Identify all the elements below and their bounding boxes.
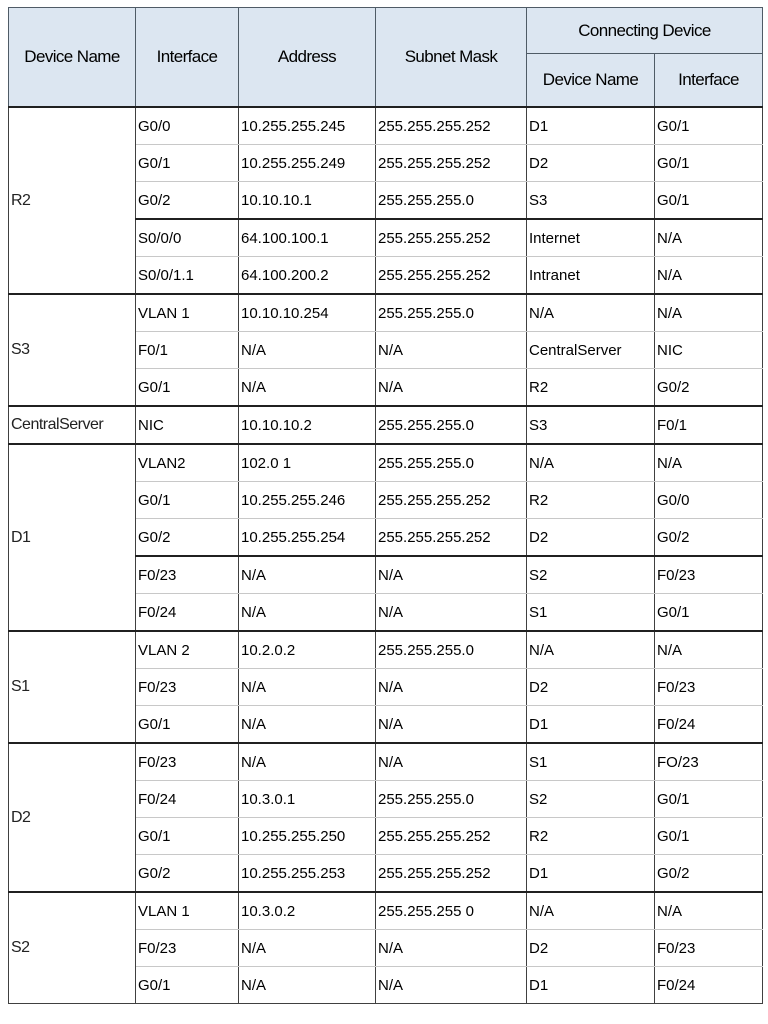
subnet-mask-cell: N/A [376, 930, 527, 967]
subnet-mask-cell: N/A [376, 332, 527, 369]
address-cell: N/A [239, 369, 376, 407]
interface-cell: G0/1 [136, 369, 239, 407]
table-row [9, 743, 763, 781]
subnet-mask-cell: 255.255.255.252 [376, 855, 527, 893]
connecting-interface-cell: N/A [655, 631, 763, 669]
connecting-interface-cell: NIC [655, 332, 763, 369]
connecting-interface-cell: N/A [655, 444, 763, 482]
subnet-mask-cell: 255.255.255.0 [376, 406, 527, 444]
connecting-interface-cell: F0/24 [655, 706, 763, 744]
subnet-mask-cell: 255.255.255.0 [376, 444, 527, 482]
connecting-device-cell: D2 [527, 145, 655, 182]
connecting-device-cell: D1 [527, 967, 655, 1004]
subnet-mask-cell: 255.255.255.252 [376, 482, 527, 519]
device-name-cell: D2 [9, 743, 136, 892]
subnet-mask-cell: 255.255.255.252 [376, 257, 527, 295]
interface-cell: F0/23 [136, 556, 239, 594]
address-cell: 10.255.255.254 [239, 519, 376, 557]
subnet-mask-cell: 255.255.255.0 [376, 294, 527, 332]
device-name-cell: S2 [9, 892, 136, 1004]
connecting-interface-cell: G0/0 [655, 482, 763, 519]
address-cell: N/A [239, 706, 376, 744]
connecting-device-cell: D1 [527, 706, 655, 744]
address-cell: N/A [239, 594, 376, 632]
address-cell: 10.255.255.253 [239, 855, 376, 893]
interface-cell: F0/23 [136, 743, 239, 781]
interface-cell: VLAN 1 [136, 294, 239, 332]
header-address: Address [239, 8, 376, 108]
header-device-name: Device Name [9, 8, 136, 108]
interface-cell: VLAN 1 [136, 892, 239, 930]
subnet-mask-cell: 255.255.255 0 [376, 892, 527, 930]
address-cell: N/A [239, 743, 376, 781]
subnet-mask-cell: N/A [376, 706, 527, 744]
address-cell: 64.100.200.2 [239, 257, 376, 295]
address-cell: N/A [239, 332, 376, 369]
address-cell: 10.10.10.1 [239, 182, 376, 220]
subnet-mask-cell: N/A [376, 743, 527, 781]
address-cell: 10.3.0.2 [239, 892, 376, 930]
address-cell: 10.255.255.245 [239, 107, 376, 145]
connecting-interface-cell: G0/2 [655, 369, 763, 407]
address-cell: 10.10.10.254 [239, 294, 376, 332]
addressing-table [8, 7, 763, 1004]
interface-cell: F0/24 [136, 781, 239, 818]
interface-cell: G0/0 [136, 107, 239, 145]
connecting-interface-cell: F0/23 [655, 556, 763, 594]
interface-cell: G0/2 [136, 182, 239, 220]
connecting-interface-cell: N/A [655, 219, 763, 257]
interface-cell: F0/1 [136, 332, 239, 369]
interface-cell: F0/23 [136, 669, 239, 706]
address-cell: 10.10.10.2 [239, 406, 376, 444]
device-name-cell: CentralServer [9, 406, 136, 444]
connecting-device-cell: Intranet [527, 257, 655, 295]
address-cell: N/A [239, 669, 376, 706]
connecting-interface-cell: G0/1 [655, 182, 763, 220]
connecting-interface-cell: FO/23 [655, 743, 763, 781]
subnet-mask-cell: 255.255.255.0 [376, 631, 527, 669]
address-cell: 102.0 1 [239, 444, 376, 482]
device-name-cell: D1 [9, 444, 136, 631]
connecting-interface-cell: G0/1 [655, 818, 763, 855]
connecting-device-cell: D1 [527, 855, 655, 893]
connecting-device-cell: N/A [527, 631, 655, 669]
address-cell: N/A [239, 556, 376, 594]
connecting-device-cell: S1 [527, 594, 655, 632]
subnet-mask-cell: N/A [376, 556, 527, 594]
connecting-device-cell: N/A [527, 444, 655, 482]
address-cell: 10.2.0.2 [239, 631, 376, 669]
connecting-interface-cell: G0/2 [655, 855, 763, 893]
connecting-device-cell: D2 [527, 669, 655, 706]
device-name-cell: R2 [9, 107, 136, 294]
interface-cell: G0/1 [136, 818, 239, 855]
table-row [9, 892, 763, 930]
connecting-device-cell: N/A [527, 294, 655, 332]
interface-cell: G0/2 [136, 855, 239, 893]
subnet-mask-cell: 255.255.255.252 [376, 219, 527, 257]
connecting-interface-cell: G0/1 [655, 107, 763, 145]
connecting-device-cell: Internet [527, 219, 655, 257]
connecting-interface-cell: N/A [655, 257, 763, 295]
subnet-mask-cell: N/A [376, 669, 527, 706]
table-body [9, 107, 763, 1004]
interface-cell: NIC [136, 406, 239, 444]
connecting-device-cell: R2 [527, 482, 655, 519]
interface-cell: F0/24 [136, 594, 239, 632]
table-row [9, 631, 763, 669]
connecting-device-cell: D2 [527, 930, 655, 967]
connecting-interface-cell: N/A [655, 892, 763, 930]
address-cell: 10.255.255.246 [239, 482, 376, 519]
address-cell: 10.255.255.250 [239, 818, 376, 855]
subnet-mask-cell: N/A [376, 594, 527, 632]
subnet-mask-cell: 255.255.255.252 [376, 818, 527, 855]
interface-cell: S0/0/0 [136, 219, 239, 257]
interface-cell: G0/1 [136, 482, 239, 519]
interface-cell: G0/2 [136, 519, 239, 557]
address-cell: 10.3.0.1 [239, 781, 376, 818]
connecting-device-cell: R2 [527, 818, 655, 855]
address-cell: 64.100.100.1 [239, 219, 376, 257]
connecting-device-cell: D2 [527, 519, 655, 557]
connecting-interface-cell: G0/1 [655, 781, 763, 818]
table-row [9, 294, 763, 332]
interface-cell: G0/1 [136, 145, 239, 182]
connecting-interface-cell: F0/23 [655, 669, 763, 706]
address-cell: N/A [239, 967, 376, 1004]
header-conn-interface: Interface [655, 54, 763, 108]
connecting-device-cell: S2 [527, 781, 655, 818]
connecting-device-cell: S2 [527, 556, 655, 594]
interface-cell: G0/1 [136, 967, 239, 1004]
interface-cell: F0/23 [136, 930, 239, 967]
subnet-mask-cell: 255.255.255.252 [376, 107, 527, 145]
connecting-interface-cell: N/A [655, 294, 763, 332]
subnet-mask-cell: N/A [376, 369, 527, 407]
connecting-device-cell: D1 [527, 107, 655, 145]
header-interface: Interface [136, 8, 239, 108]
table-row [9, 444, 763, 482]
interface-cell: G0/1 [136, 706, 239, 744]
address-cell: 10.255.255.249 [239, 145, 376, 182]
connecting-device-cell: CentralServer [527, 332, 655, 369]
subnet-mask-cell: 255.255.255.0 [376, 182, 527, 220]
interface-cell: VLAN2 [136, 444, 239, 482]
connecting-device-cell: S3 [527, 182, 655, 220]
connecting-interface-cell: F0/24 [655, 967, 763, 1004]
connecting-device-cell: S1 [527, 743, 655, 781]
connecting-device-cell: R2 [527, 369, 655, 407]
connecting-interface-cell: G0/2 [655, 519, 763, 557]
connecting-interface-cell: G0/1 [655, 145, 763, 182]
address-cell: N/A [239, 930, 376, 967]
device-name-cell: S1 [9, 631, 136, 743]
connecting-device-cell: N/A [527, 892, 655, 930]
header-conn-device-name: Device Name [527, 54, 655, 108]
table-row [9, 107, 763, 145]
connecting-interface-cell: G0/1 [655, 594, 763, 632]
interface-cell: S0/0/1.1 [136, 257, 239, 295]
subnet-mask-cell: N/A [376, 967, 527, 1004]
subnet-mask-cell: 255.255.255.252 [376, 519, 527, 557]
table-row [9, 406, 763, 444]
subnet-mask-cell: 255.255.255.0 [376, 781, 527, 818]
device-name-cell: S3 [9, 294, 136, 406]
subnet-mask-cell: 255.255.255.252 [376, 145, 527, 182]
connecting-interface-cell: F0/1 [655, 406, 763, 444]
header-connecting-device: Connecting Device [527, 8, 763, 54]
header-subnet-mask: Subnet Mask [376, 8, 527, 108]
connecting-interface-cell: F0/23 [655, 930, 763, 967]
interface-cell: VLAN 2 [136, 631, 239, 669]
connecting-device-cell: S3 [527, 406, 655, 444]
